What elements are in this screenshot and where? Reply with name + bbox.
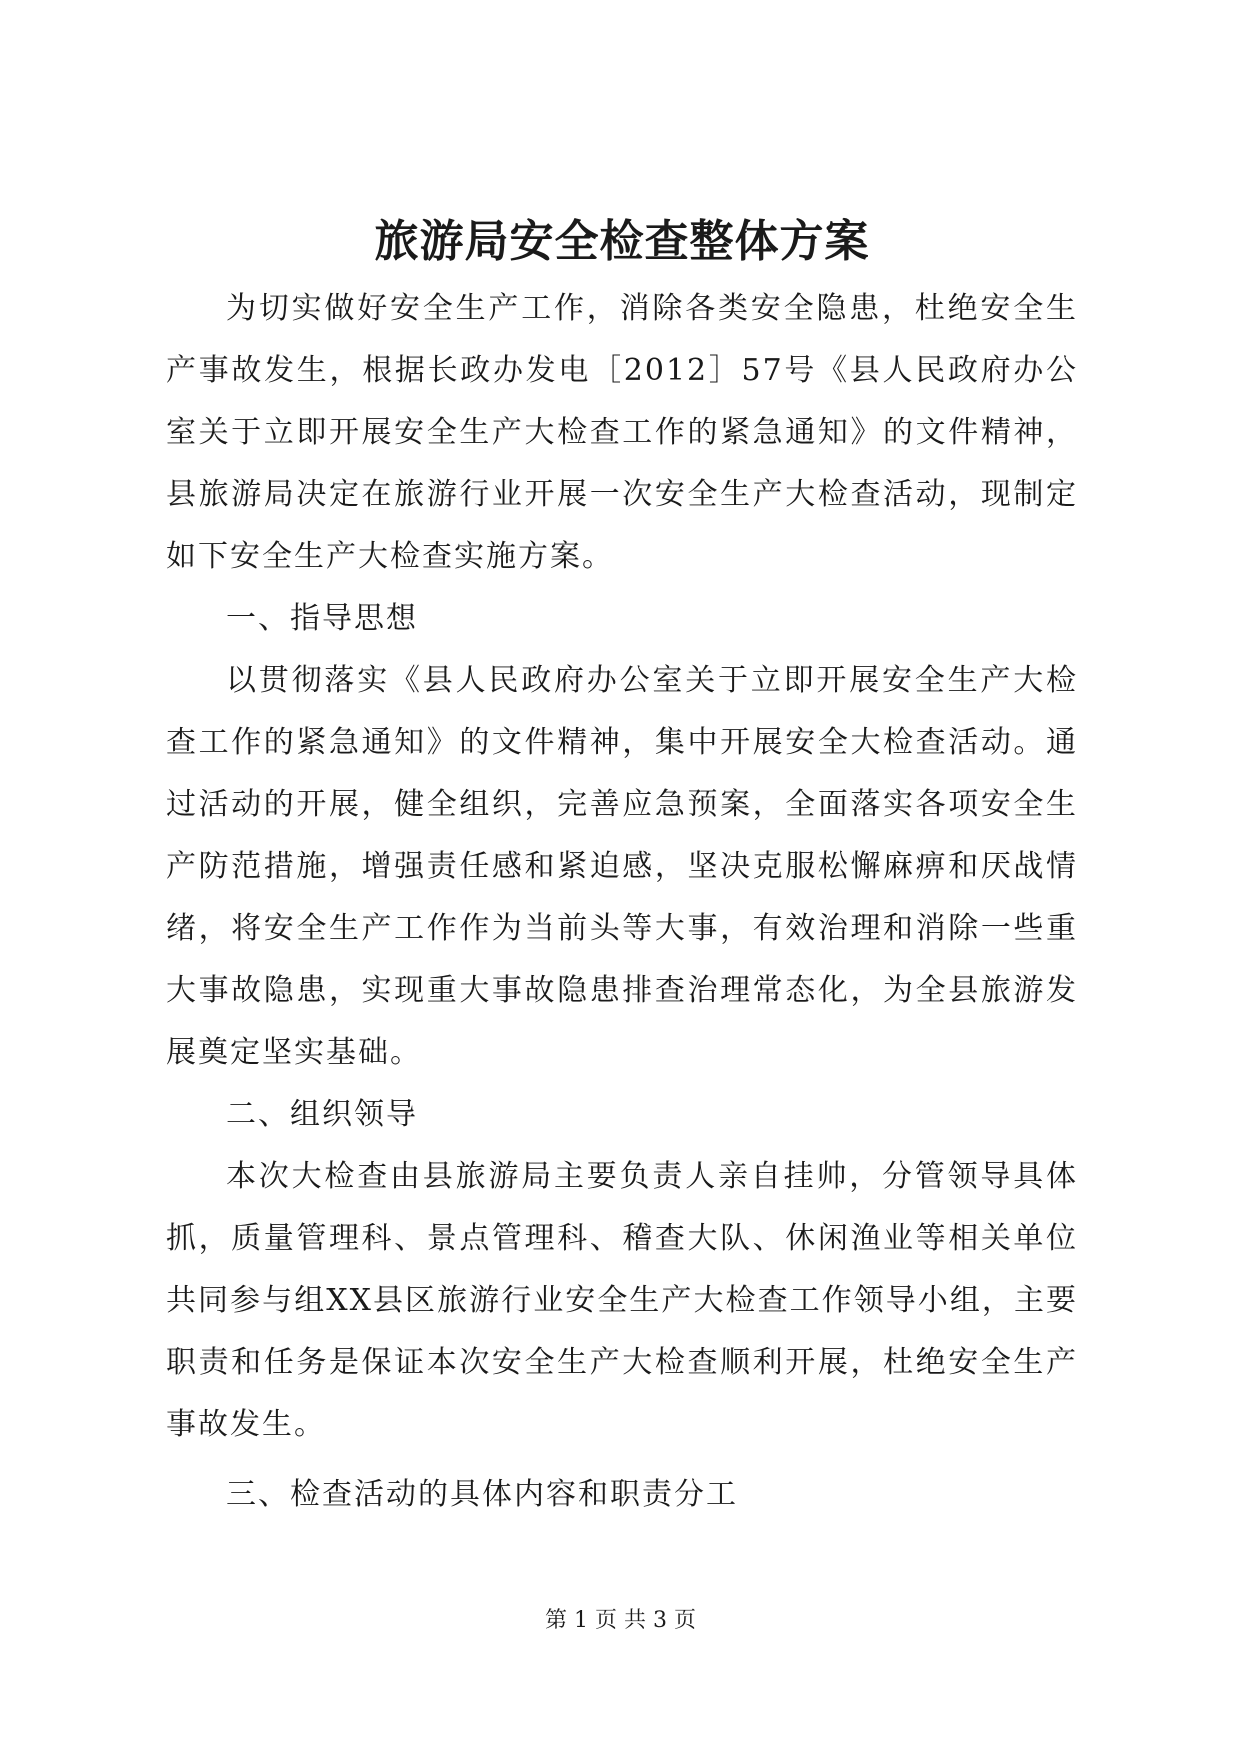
section-heading-organization: 二、组织领导 <box>226 1097 418 1132</box>
document-body <box>166 212 1078 1526</box>
section-heading-guiding-ideology: 一、指导思想 <box>226 601 418 636</box>
organization-paragraph: 本次大检查由县旅游局主要负责人亲自挂帅，分管领导具体抓，质量管理科、景点管理科、稽查大队、休闲渔业等相关单位共同参与组XX县区旅游行业安全生产大检查工作领导小组，主要职责和任务是保证本次安全生产大检查顺利开展，杜绝安全生产事故发生。 <box>166 1159 1078 1442</box>
document-title: 旅游局安全检查整体方案 <box>374 216 870 267</box>
page-footer <box>0 1606 1241 1636</box>
page-number-label: 第 1 页 共 3 页 <box>545 1608 696 1633</box>
intro-paragraph: 为切实做好安全生产工作，消除各类安全隐患，杜绝安全生产事故发生，根据长政办发电［2012］57号《县人民政府办公室关于立即开展安全生产大检查工作的紧急通知》的文件精神，县旅游局决定在旅游行业开展一次安全生产大检查活动，现制定如下安全生产大检查实施方案。 <box>166 291 1078 574</box>
guiding-ideology-paragraph: 以贯彻落实《县人民政府办公室关于立即开展安全生产大检查工作的紧急通知》的文件精神，集中开展安全大检查活动。通过活动的开展，健全组织，完善应急预案，全面落实各项安全生产防范措施，增强责任感和紧迫感，坚决克服松懈麻痹和厌战情绪，将安全生产工作作为当前头等大事，有效治理和消除一些重大事故隐患，实现重大事故隐患排查治理常态化，为全县旅游发展奠定坚实基础。 <box>166 663 1078 1070</box>
section-heading-inspection-content: 三、检查活动的具体内容和职责分工 <box>226 1477 738 1512</box>
